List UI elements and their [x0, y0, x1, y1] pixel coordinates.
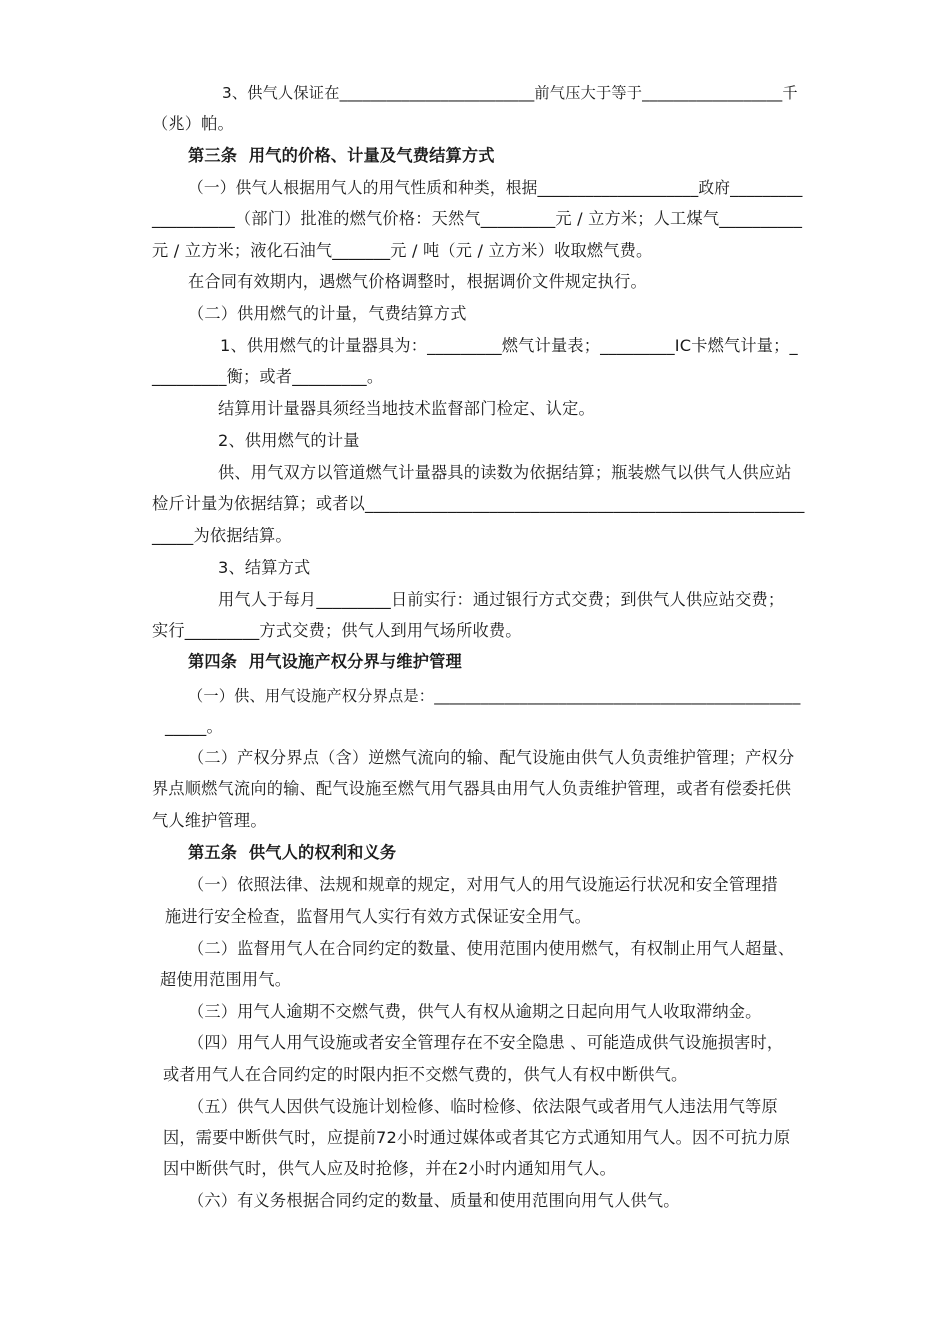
text-line: 实行_________方式交费；供气人到用气场所收费。 — [152, 621, 522, 640]
text-line: 因中断供气时，供气人应及时抢修，并在2小时内通知用气人。 — [163, 1159, 616, 1178]
text-line: 3、结算方式 — [218, 558, 311, 577]
text-line: （二）产权分界点（含）逆燃气流向的输、配气设施由供气人负责维护管理；产权分 — [188, 748, 795, 767]
text-line: （四）用气人用气设施或者安全管理存在不安全隐患 、可能造成供气设施损害时， — [188, 1033, 784, 1052]
text-line: _____。 — [165, 717, 223, 736]
text-line: 3、供气人保证在_________________________前气压大于等于__________________千 — [222, 84, 798, 102]
text-line: （二）监督用气人在合同约定的数量、使用范围内使用燃气，有权制止用气人超量、 — [188, 939, 795, 958]
text-line: （一）供、用气设施产权分界点是：_______________________________________________ — [188, 687, 801, 705]
text-line: （兆）帕。 — [152, 114, 234, 133]
text-line: 在合同有效期内，遇燃气价格调整时，根据调价文件规定执行。 — [188, 272, 647, 291]
text-line: 界点顺燃气流向的输、配气设施至燃气用气器具由用气人负责维护管理，或者有偿委托供 — [152, 779, 792, 798]
text-line: 或者用气人在合同约定的时限内拒不交燃气费的，供气人有权中断供气。 — [163, 1065, 688, 1084]
text-line: _____为依据结算。 — [152, 526, 292, 545]
text-line: 超使用范围用气。 — [160, 970, 292, 989]
section-heading: 第五条 供气人的权利和义务 — [188, 843, 397, 862]
text-line: 气人维护管理。 — [152, 811, 267, 830]
text-line: 供、用气双方以管道燃气计量器具的读数为依据结算；瓶装燃气以供气人供应站 — [218, 463, 792, 482]
text-line: （二）供用燃气的计量，气费结算方式 — [188, 304, 467, 323]
text-line: 因，需要中断供气时，应提前72小时通过媒体或者其它方式通知用气人。因不可抗力原 — [163, 1128, 791, 1147]
text-line: 用气人于每月_________日前实行：通过银行方式交费；到供气人供应站交费； — [218, 590, 785, 609]
text-line: 元 / 立方米；液化石油气_______元 / 吨（元 / 立方米）收取燃气费。 — [152, 241, 653, 260]
text-line: __________（部门）批准的燃气价格：天然气_________元 / 立方米；人工煤气__________ — [152, 209, 803, 228]
text-line: 2、供用燃气的计量 — [218, 431, 360, 450]
text-line: （一）供气人根据用气人的用气性质和种类，根据____________________政府_________ — [188, 178, 803, 197]
text-line: （一）依照法律、法规和规章的规定，对用气人的用气设施运行状况和安全管理措 — [188, 875, 778, 894]
text-line: 1、供用燃气的计量器具为：_________燃气计量表；_________IC卡燃气计量；_ — [220, 336, 798, 355]
section-heading: 第三条 用气的价格、计量及气费结算方式 — [188, 146, 495, 165]
text-line: 施进行安全检查，监督用气人实行有效方式保证安全用气。 — [165, 907, 592, 926]
section-heading: 第四条 用气设施产权分界与维护管理 — [188, 652, 462, 671]
text-line: （五）供气人因供气设施计划检修、临时检修、依法限气或者用气人违法用气等原 — [188, 1097, 778, 1116]
text-line: （六）有义务根据合同约定的数量、质量和使用范围向用气人供气。 — [188, 1191, 680, 1210]
text-line: 检斤计量为依据结算；或者以_____________________________________________________ — [152, 494, 805, 513]
text-line: 结算用计量器具须经当地技术监督部门检定、认定。 — [218, 399, 595, 418]
text-line: （三）用气人逾期不交燃气费，供气人有权从逾期之日起向用气人收取滞纳金。 — [188, 1002, 762, 1021]
text-line: _________衡；或者_________。 — [152, 367, 384, 386]
